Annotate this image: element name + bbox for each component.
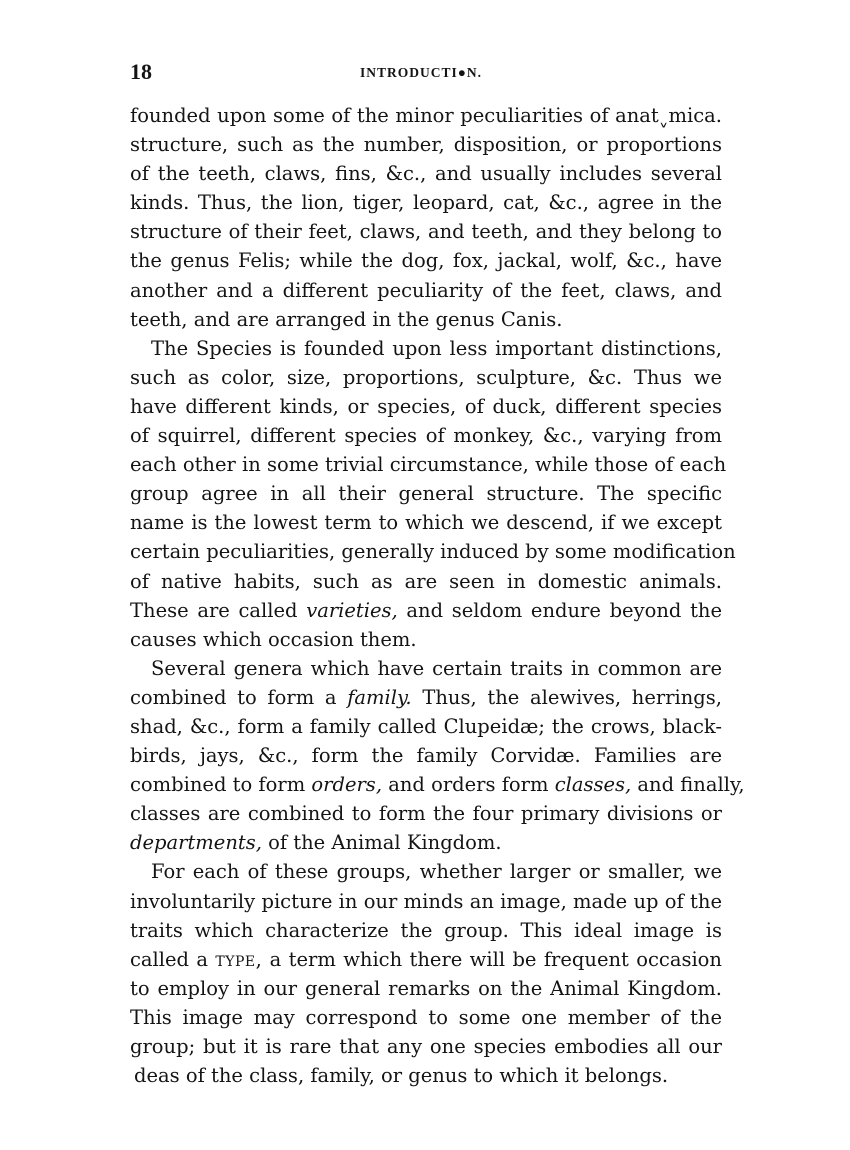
paragraph-4 bbox=[130, 857, 722, 1090]
text-line: causes which occasion them. bbox=[130, 627, 417, 651]
text-line bbox=[130, 683, 722, 712]
text-line: Several genera which have certain traits in common are bbox=[151, 656, 722, 680]
body-text bbox=[130, 101, 745, 1090]
text-line: For each of these groups, whether larger or smaller, we bbox=[151, 860, 722, 884]
text-line: the genus Felis; while the dog, fox, jackal, wolf, &c., have bbox=[130, 249, 722, 273]
text-segment: These are called bbox=[130, 598, 307, 622]
text-line: This image may correspond to some one member of the bbox=[130, 1005, 722, 1029]
text-line: teeth, and are arranged in the genus Canis. bbox=[130, 307, 563, 331]
text-line bbox=[130, 945, 722, 974]
text-line: of the teeth, claws, fins, &c., and usually includes several bbox=[130, 162, 722, 186]
text-line: certain peculiarities, generally induced by some modification bbox=[130, 540, 736, 564]
text-segment: of the Animal Kingdom. bbox=[261, 831, 502, 855]
text-line: name is the lowest term to which we descend, if we except bbox=[130, 511, 722, 535]
text-line: traits which characterize the group. This ideal image is bbox=[130, 918, 722, 942]
italic-term: classes, bbox=[554, 773, 632, 797]
running-head bbox=[130, 58, 722, 90]
paragraph-2 bbox=[130, 334, 736, 654]
text-line bbox=[130, 770, 745, 799]
text-line: shad, &c., form a family called Clupeidæ; the crows, black- bbox=[130, 714, 722, 738]
paragraph-3 bbox=[130, 654, 745, 858]
text-line: each other in some trivial circumstance, while those of each bbox=[130, 453, 727, 477]
text-line: The Species is founded upon less important distinctions, bbox=[151, 336, 722, 360]
text-line bbox=[130, 828, 722, 857]
text-segment: combined to form bbox=[130, 773, 312, 797]
text-line: group; but it is rare that any one species embodies all our bbox=[130, 1035, 722, 1058]
text-line: involuntarily picture in our minds an image, made up of the bbox=[130, 889, 722, 913]
text-line: of native habits, such as are seen in domestic animals. bbox=[130, 569, 722, 593]
text-line: have different kinds, or species, of duck, different species bbox=[130, 394, 722, 418]
text-line bbox=[130, 596, 722, 625]
text-line: deas of the class, family, or genus to which it belongs. bbox=[134, 1064, 669, 1088]
text-line: to employ in our general remarks on the Animal Kingdom. bbox=[130, 976, 722, 1000]
small-caps-term: type, bbox=[215, 947, 263, 971]
text-line: classes are combined to form the four primary divisions or bbox=[130, 802, 722, 826]
text-line: kinds. Thus, the lion, tiger, leopard, cat, &c., agree in the bbox=[130, 191, 722, 215]
text-line: structure, such as the number, disposition, or proportions bbox=[130, 133, 722, 157]
text-segment: Thus, the alewives, herrings, bbox=[411, 685, 722, 709]
text-line: structure of their feet, claws, and teeth, and they belong to bbox=[130, 220, 722, 244]
text-line: of squirrel, different species of monkey, &c., varying from bbox=[130, 424, 722, 448]
italic-term: orders, bbox=[311, 773, 383, 797]
italic-term: varieties, bbox=[306, 598, 398, 622]
paragraph-1 bbox=[130, 101, 722, 334]
text-line: such as color, size, proportions, sculpture, &c. Thus we bbox=[130, 365, 722, 389]
text-line: birds, jays, &c., form the family Corvidæ. Families are bbox=[130, 744, 722, 768]
page-number: 18 bbox=[130, 59, 152, 84]
running-title: INTRODUCTI●N. bbox=[360, 65, 483, 80]
text-segment: and seldom endure beyond the bbox=[397, 598, 722, 622]
text-line: founded upon some of the minor peculiarities of anatˬmica. bbox=[130, 104, 722, 127]
text-segment: and orders form bbox=[382, 773, 555, 797]
italic-term: departments, bbox=[130, 831, 262, 855]
text-segment: a term which there will be frequent occasion bbox=[262, 947, 722, 971]
text-segment: combined to form a bbox=[130, 685, 348, 709]
text-segment: called a bbox=[130, 947, 216, 971]
italic-term: family. bbox=[347, 685, 412, 709]
text-segment: and finally, bbox=[631, 773, 745, 797]
text-line: group agree in all their general structure. The specific bbox=[130, 482, 722, 506]
text-line: another and a different peculiarity of the feet, claws, and bbox=[130, 278, 722, 302]
